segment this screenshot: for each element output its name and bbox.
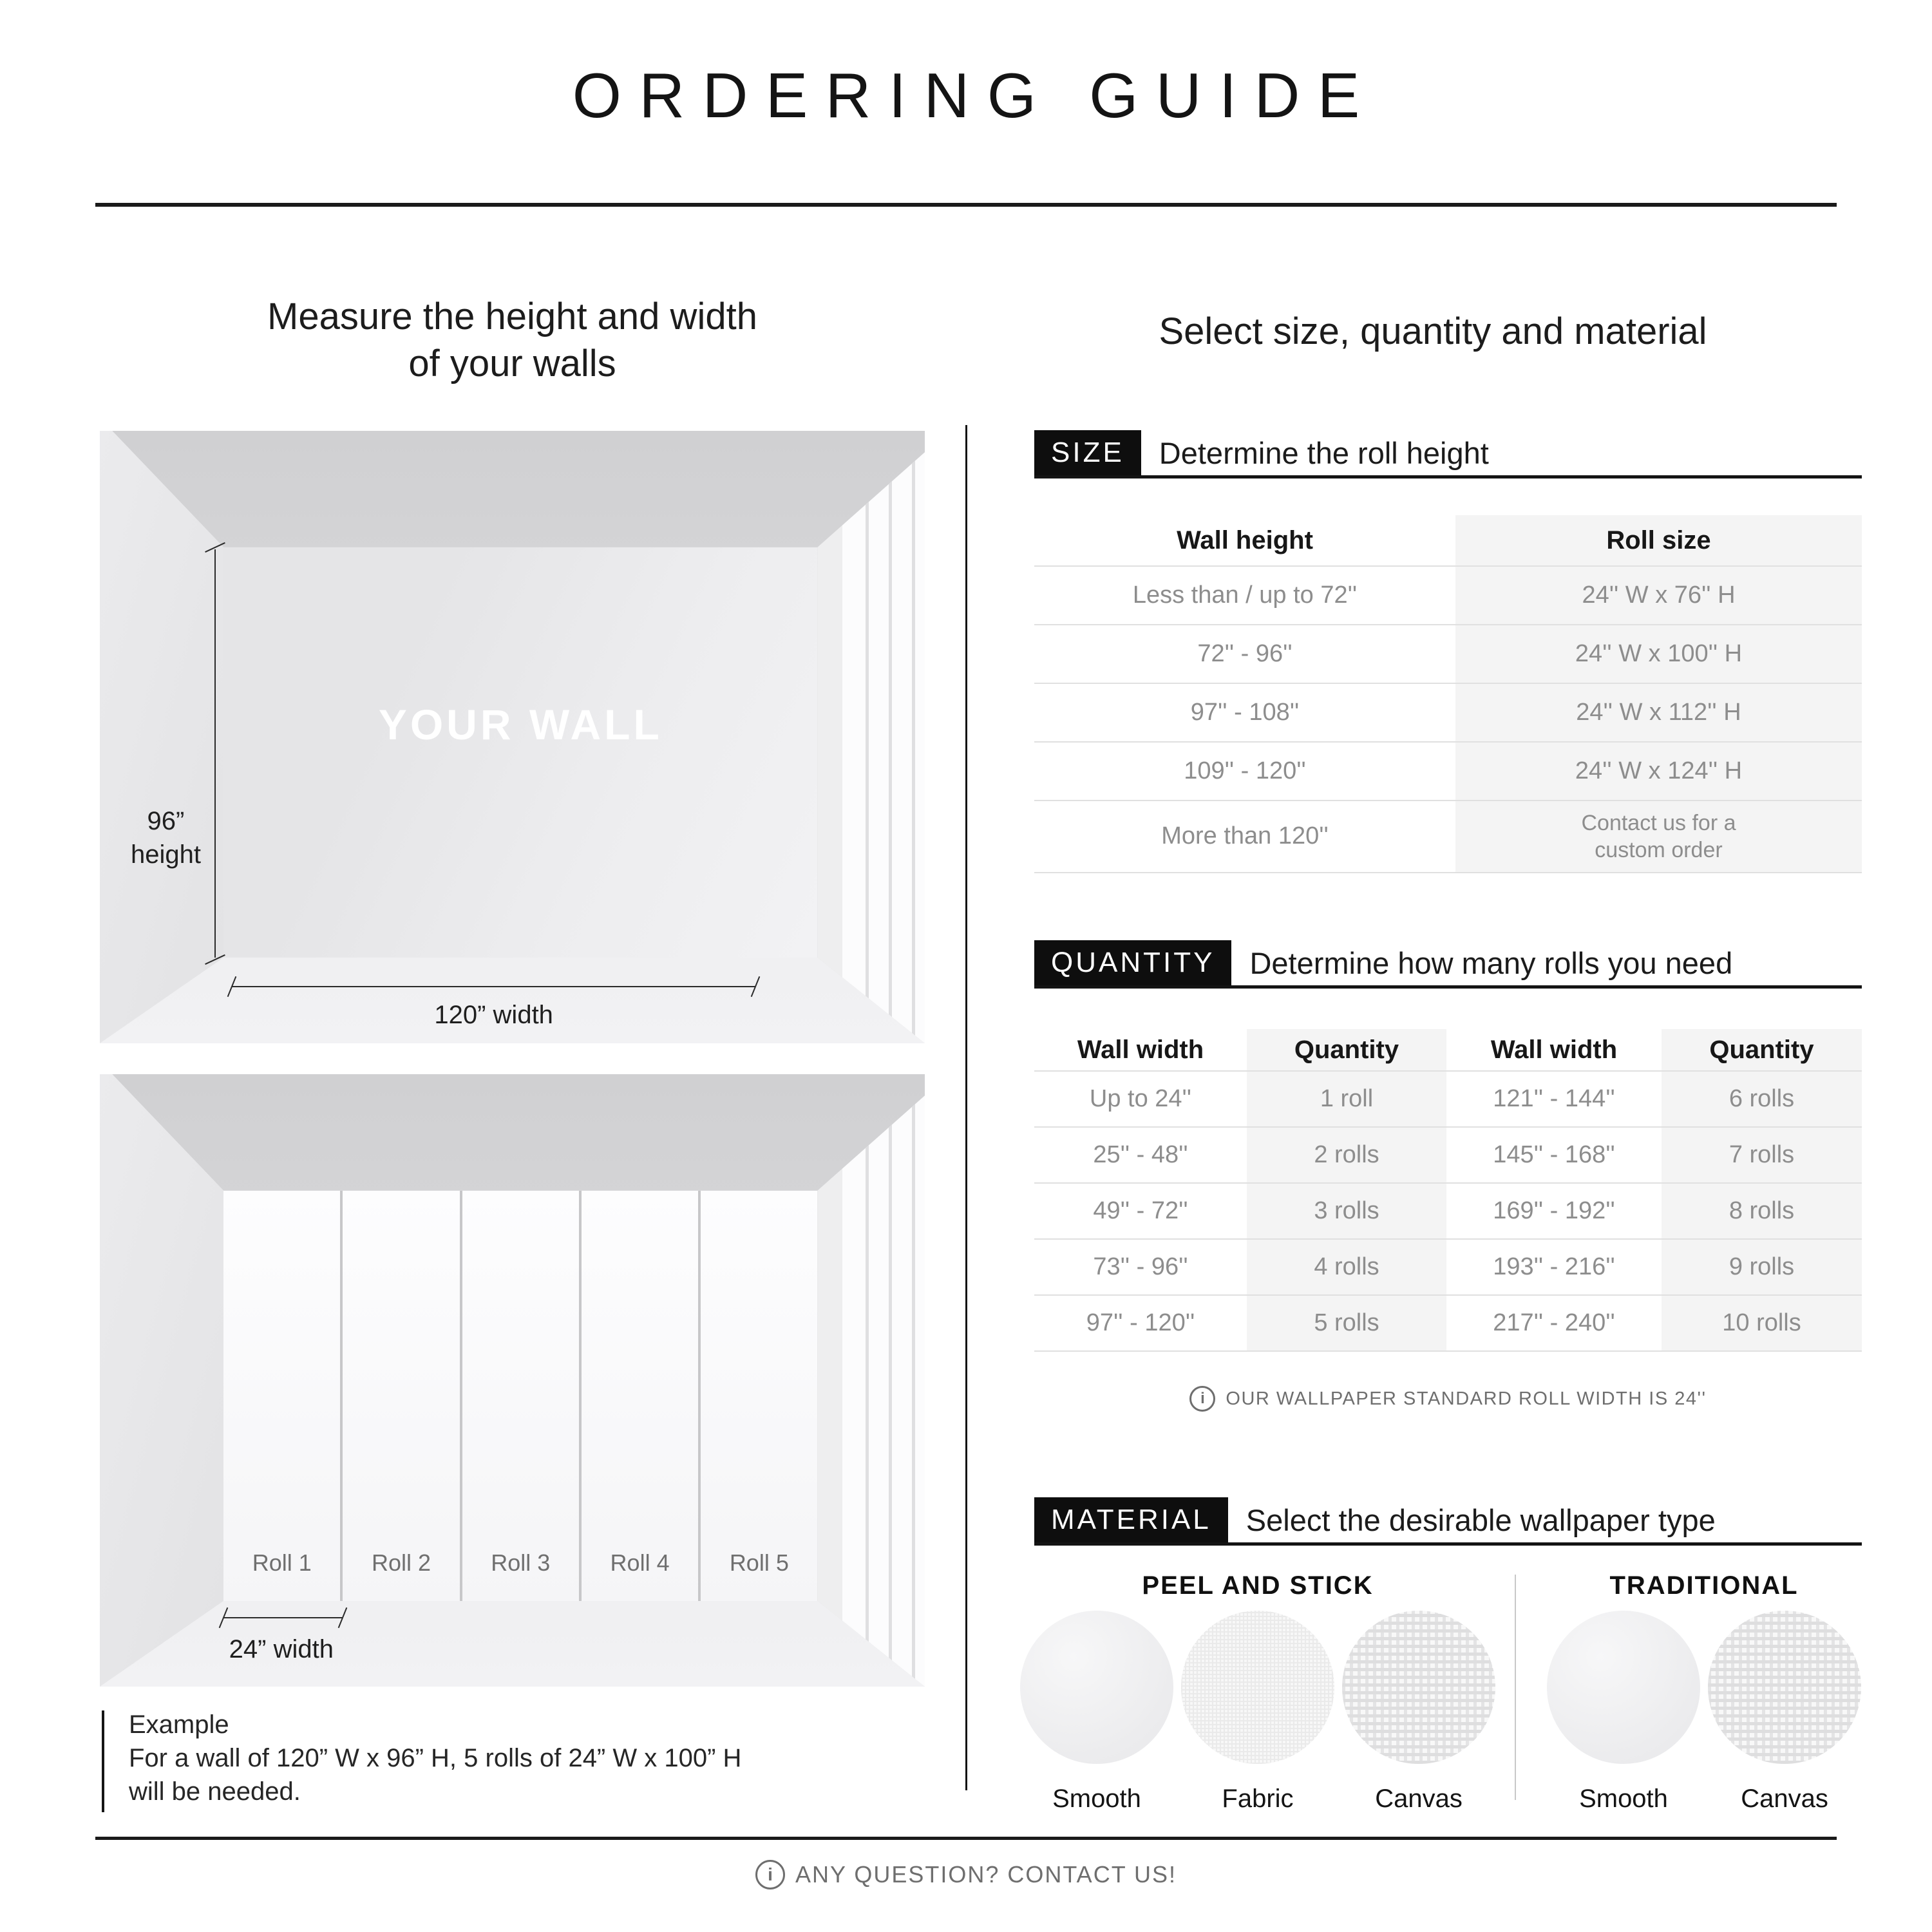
material-options xyxy=(1019,1611,1497,1814)
info-icon: i xyxy=(1189,1386,1215,1412)
page-title: ORDERING GUIDE xyxy=(572,60,1378,131)
size-table-cell: More than 120'' xyxy=(1034,800,1455,872)
size-table-cell: 72'' - 96'' xyxy=(1034,624,1455,683)
footer-note xyxy=(0,1860,1932,1889)
quantity-table-cell: Up to 24'' xyxy=(1034,1070,1247,1126)
width-dimension-line xyxy=(232,986,755,987)
example-title: Example xyxy=(129,1710,229,1739)
window-mullion xyxy=(912,1074,915,1687)
size-badge: SIZE xyxy=(1034,430,1141,475)
size-table-header: Roll size xyxy=(1455,515,1862,565)
material-option-smooth xyxy=(1019,1611,1175,1814)
footer-note-text: ANY QUESTION? CONTACT US! xyxy=(795,1861,1177,1888)
example-line1: For a wall of 120” W x 96” H, 5 rolls of 24” W x 100” H xyxy=(129,1744,742,1772)
quantity-table-cell: 1 roll xyxy=(1247,1070,1446,1126)
top-divider xyxy=(95,203,1837,207)
example-accent-bar xyxy=(102,1710,104,1812)
quantity-table-header: Wall width xyxy=(1077,1036,1204,1064)
material-option-label: Canvas xyxy=(1375,1785,1463,1813)
material-section-heading: Select the desirable wallpaper type xyxy=(1245,1502,1716,1537)
size-table-cell: 24'' W x 112'' H xyxy=(1455,683,1862,741)
fabric-texture-swatch xyxy=(1181,1611,1334,1764)
height-dimension-line xyxy=(214,549,216,957)
material-group-title: TRADITIONAL xyxy=(1609,1571,1799,1600)
size-table-cell: 24'' W x 76'' H xyxy=(1455,565,1862,624)
roll-label: Roll 2 xyxy=(372,1549,431,1576)
quantity-table-header: Wall width xyxy=(1490,1036,1618,1064)
width-dimension-label: 120” width xyxy=(434,1000,553,1029)
window-mullion xyxy=(912,431,915,1043)
material-options xyxy=(1546,1611,1862,1814)
size-table-cell: 24'' W x 124'' H xyxy=(1455,741,1862,800)
roll-panel-2 xyxy=(343,1191,459,1601)
material-group-title: PEEL AND STICK xyxy=(1142,1571,1374,1600)
material-section-header xyxy=(1034,1497,1862,1546)
quantity-table-cell: 4 rolls xyxy=(1247,1238,1446,1294)
roll-label: Roll 3 xyxy=(491,1549,551,1576)
quantity-table-cell: 2 rolls xyxy=(1247,1126,1446,1182)
canvas-texture-swatch xyxy=(1708,1611,1861,1764)
quantity-badge: QUANTITY xyxy=(1034,940,1231,985)
smooth-texture-swatch xyxy=(1547,1611,1700,1764)
quantity-table-cell: 8 rolls xyxy=(1662,1182,1862,1238)
size-table-cell: 97'' - 108'' xyxy=(1034,683,1455,741)
material-option-label: Smooth xyxy=(1052,1785,1141,1813)
canvas-texture-swatch xyxy=(1342,1611,1495,1764)
roll-panel-1 xyxy=(223,1191,340,1601)
roll-label: Roll 1 xyxy=(252,1549,312,1576)
material-group-divider xyxy=(1515,1575,1516,1800)
quantity-table xyxy=(1034,1029,1862,1352)
quantity-section-heading: Determine how many rolls you need xyxy=(1249,945,1733,980)
quantity-table-cell: 193'' - 216'' xyxy=(1446,1238,1662,1294)
quantity-table-cell: 10 rolls xyxy=(1662,1294,1862,1350)
size-table-cell: 24'' W x 100'' H xyxy=(1455,624,1862,683)
roll-width-dimension-line xyxy=(223,1617,342,1618)
size-table-cell: Contact us for a custom order xyxy=(1455,800,1862,872)
size-section-heading: Determine the roll height xyxy=(1159,435,1489,470)
size-table-cell: 109'' - 120'' xyxy=(1034,741,1455,800)
column-divider xyxy=(965,425,967,1790)
quantity-table-cell: 3 rolls xyxy=(1247,1182,1446,1238)
material-option-smooth xyxy=(1546,1611,1701,1814)
window-mullion xyxy=(866,1074,869,1687)
roll-label: Roll 4 xyxy=(610,1549,670,1576)
quantity-table-cell: 6 rolls xyxy=(1662,1070,1862,1126)
window-mullion xyxy=(889,431,892,1043)
window-mullion xyxy=(866,431,869,1043)
roll-width-note-text: OUR WALLPAPER STANDARD ROLL WIDTH IS 24'' xyxy=(1226,1388,1707,1409)
size-section-header xyxy=(1034,430,1862,478)
material-badge: MATERIAL xyxy=(1034,1497,1228,1542)
footer-divider xyxy=(95,1837,1837,1840)
material-option-label: Smooth xyxy=(1579,1785,1668,1813)
roll-width-note xyxy=(1034,1386,1862,1412)
material-option-label: Fabric xyxy=(1222,1785,1294,1813)
room-illustration-measure xyxy=(100,431,925,1043)
roll-panel-4 xyxy=(582,1191,698,1601)
quantity-table-header: Quantity xyxy=(1247,1029,1446,1070)
quantity-table-cell: 145'' - 168'' xyxy=(1446,1126,1662,1182)
material-option-canvas xyxy=(1341,1611,1497,1814)
left-column-heading xyxy=(100,293,925,387)
material-option-label: Canvas xyxy=(1741,1785,1828,1813)
room-back-wall xyxy=(223,547,817,958)
quantity-table-cell: 49'' - 72'' xyxy=(1034,1182,1247,1238)
example-block xyxy=(129,1708,934,1808)
info-icon: i xyxy=(755,1860,785,1889)
quantity-table-cell: 121'' - 144'' xyxy=(1446,1070,1662,1126)
quantity-table-cell: 25'' - 48'' xyxy=(1034,1126,1247,1182)
quantity-table-cell: 73'' - 96'' xyxy=(1034,1238,1247,1294)
your-wall-label: YOUR WALL xyxy=(378,701,663,749)
window-mullion xyxy=(889,1074,892,1687)
quantity-table-cell: 5 rolls xyxy=(1247,1294,1446,1350)
quantity-table-cell: 169'' - 192'' xyxy=(1446,1182,1662,1238)
roll-label: Roll 5 xyxy=(729,1549,789,1576)
example-line2: will be needed. xyxy=(129,1777,301,1806)
material-option-canvas xyxy=(1707,1611,1862,1814)
material-group-traditional xyxy=(1546,1571,1862,1814)
material-group-peel-and-stick xyxy=(1019,1571,1497,1814)
size-table-cell: Less than / up to 72'' xyxy=(1034,565,1455,624)
quantity-table-cell: 9 rolls xyxy=(1662,1238,1862,1294)
roll-width-dimension-label: 24” width xyxy=(229,1635,334,1664)
height-value: 96” xyxy=(147,807,185,836)
size-table-header: Wall height xyxy=(1177,526,1313,554)
roll-panels xyxy=(223,1191,817,1601)
quantity-table-header: Quantity xyxy=(1662,1029,1862,1070)
room-illustration-rolls xyxy=(100,1074,925,1687)
quantity-table-cell: 217'' - 240'' xyxy=(1446,1294,1662,1350)
smooth-texture-swatch xyxy=(1020,1611,1173,1764)
quantity-section-header xyxy=(1034,940,1862,989)
left-heading-line1: Measure the height and width xyxy=(267,296,757,337)
roll-panel-3 xyxy=(462,1191,579,1601)
height-word: height xyxy=(130,840,201,869)
right-column-heading: Select size, quantity and material xyxy=(1159,310,1707,352)
material-option-fabric xyxy=(1180,1611,1336,1814)
quantity-table-cell: 97'' - 120'' xyxy=(1034,1294,1247,1350)
left-heading-line2: of your walls xyxy=(408,343,616,385)
quantity-table-cell: 7 rolls xyxy=(1662,1126,1862,1182)
roll-panel-5 xyxy=(701,1191,817,1601)
size-table xyxy=(1034,515,1862,873)
height-dimension-label xyxy=(112,804,220,871)
